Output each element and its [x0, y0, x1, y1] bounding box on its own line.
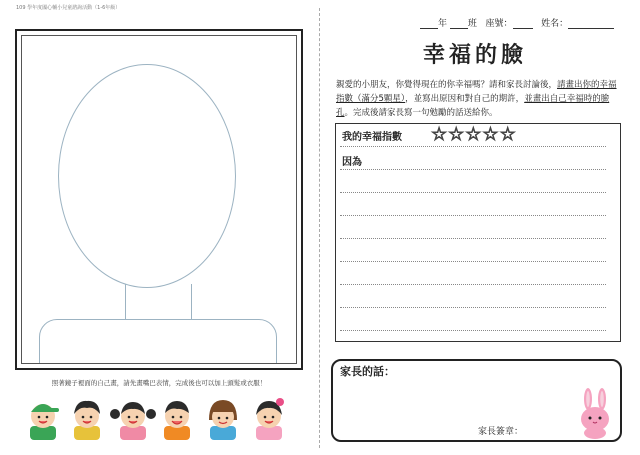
writing-line[interactable]	[340, 261, 606, 262]
neck-left-line	[125, 284, 126, 320]
reason-label: 因為	[342, 157, 362, 168]
star-icon[interactable]: ☆	[431, 124, 449, 145]
star-icon[interactable]: ☆	[482, 124, 500, 145]
child-face-icon	[164, 401, 190, 440]
writing-line[interactable]	[340, 192, 606, 193]
worksheet-title: 幸福的臉	[422, 43, 527, 68]
star-icon[interactable]: ☆	[499, 124, 517, 145]
happiness-box	[335, 123, 621, 342]
child-face-icon	[110, 402, 156, 440]
child-face-icon	[256, 398, 284, 440]
writing-line[interactable]	[340, 146, 606, 147]
writing-line[interactable]	[340, 238, 606, 239]
page-divider	[319, 8, 320, 448]
class-field[interactable]	[450, 19, 468, 29]
student-info-line	[420, 16, 614, 29]
drawing-caption: 照著鏡子裡面的自己畫，請先畫嘴巴表情，完成後也可以加上頭髮或衣服！	[51, 379, 267, 387]
face-outline	[58, 64, 236, 288]
happiness-index-label: 我的幸福指數	[342, 132, 402, 143]
writing-line[interactable]	[340, 284, 606, 285]
name-field[interactable]	[568, 19, 614, 29]
child-face-icon	[30, 404, 59, 440]
instructions: 親愛的小朋友，你覺得現在的你幸福嗎？請和家長討論後，請畫出你的幸福指數（滿分5顆星），並寫出原因和對自己的期許，並畫出自己幸福時的臉孔。完成後請家長寫一句勉勵的話送給你。	[336, 80, 617, 118]
bunny-icon	[573, 387, 617, 439]
parent-signature-label: 家長簽章：	[478, 427, 524, 437]
star-icon[interactable]: ☆	[465, 124, 483, 145]
seat-field[interactable]	[513, 19, 533, 29]
name-label: 姓名：	[541, 19, 569, 29]
grade-field[interactable]	[420, 19, 438, 29]
neck-right-line	[191, 284, 192, 320]
parent-comment-label: 家長的話：	[340, 365, 395, 378]
class-label: 班	[467, 19, 477, 29]
writing-line[interactable]	[340, 307, 606, 308]
instruction-emphasis: 請畫出你的幸福指數（滿分5顆星）	[336, 80, 617, 104]
writing-line[interactable]	[340, 215, 606, 216]
instruction-emphasis: 並畫出自己幸福時的臉孔	[336, 94, 610, 118]
star-icon[interactable]: ☆	[448, 124, 466, 145]
seat-label: 座號：	[485, 19, 513, 29]
shoulders-outline	[39, 319, 277, 364]
writing-line[interactable]	[340, 169, 606, 170]
drawing-frame[interactable]	[21, 35, 297, 364]
child-face-icon	[74, 401, 100, 440]
writing-line[interactable]	[340, 330, 606, 331]
header-note: 109 學年度國心輔小兒童諮詢活動（1-6年級）	[16, 5, 121, 11]
children-illustration	[24, 390, 304, 440]
happiness-stars	[431, 124, 517, 145]
child-face-icon	[209, 400, 237, 440]
grade-label: 年	[438, 19, 448, 29]
